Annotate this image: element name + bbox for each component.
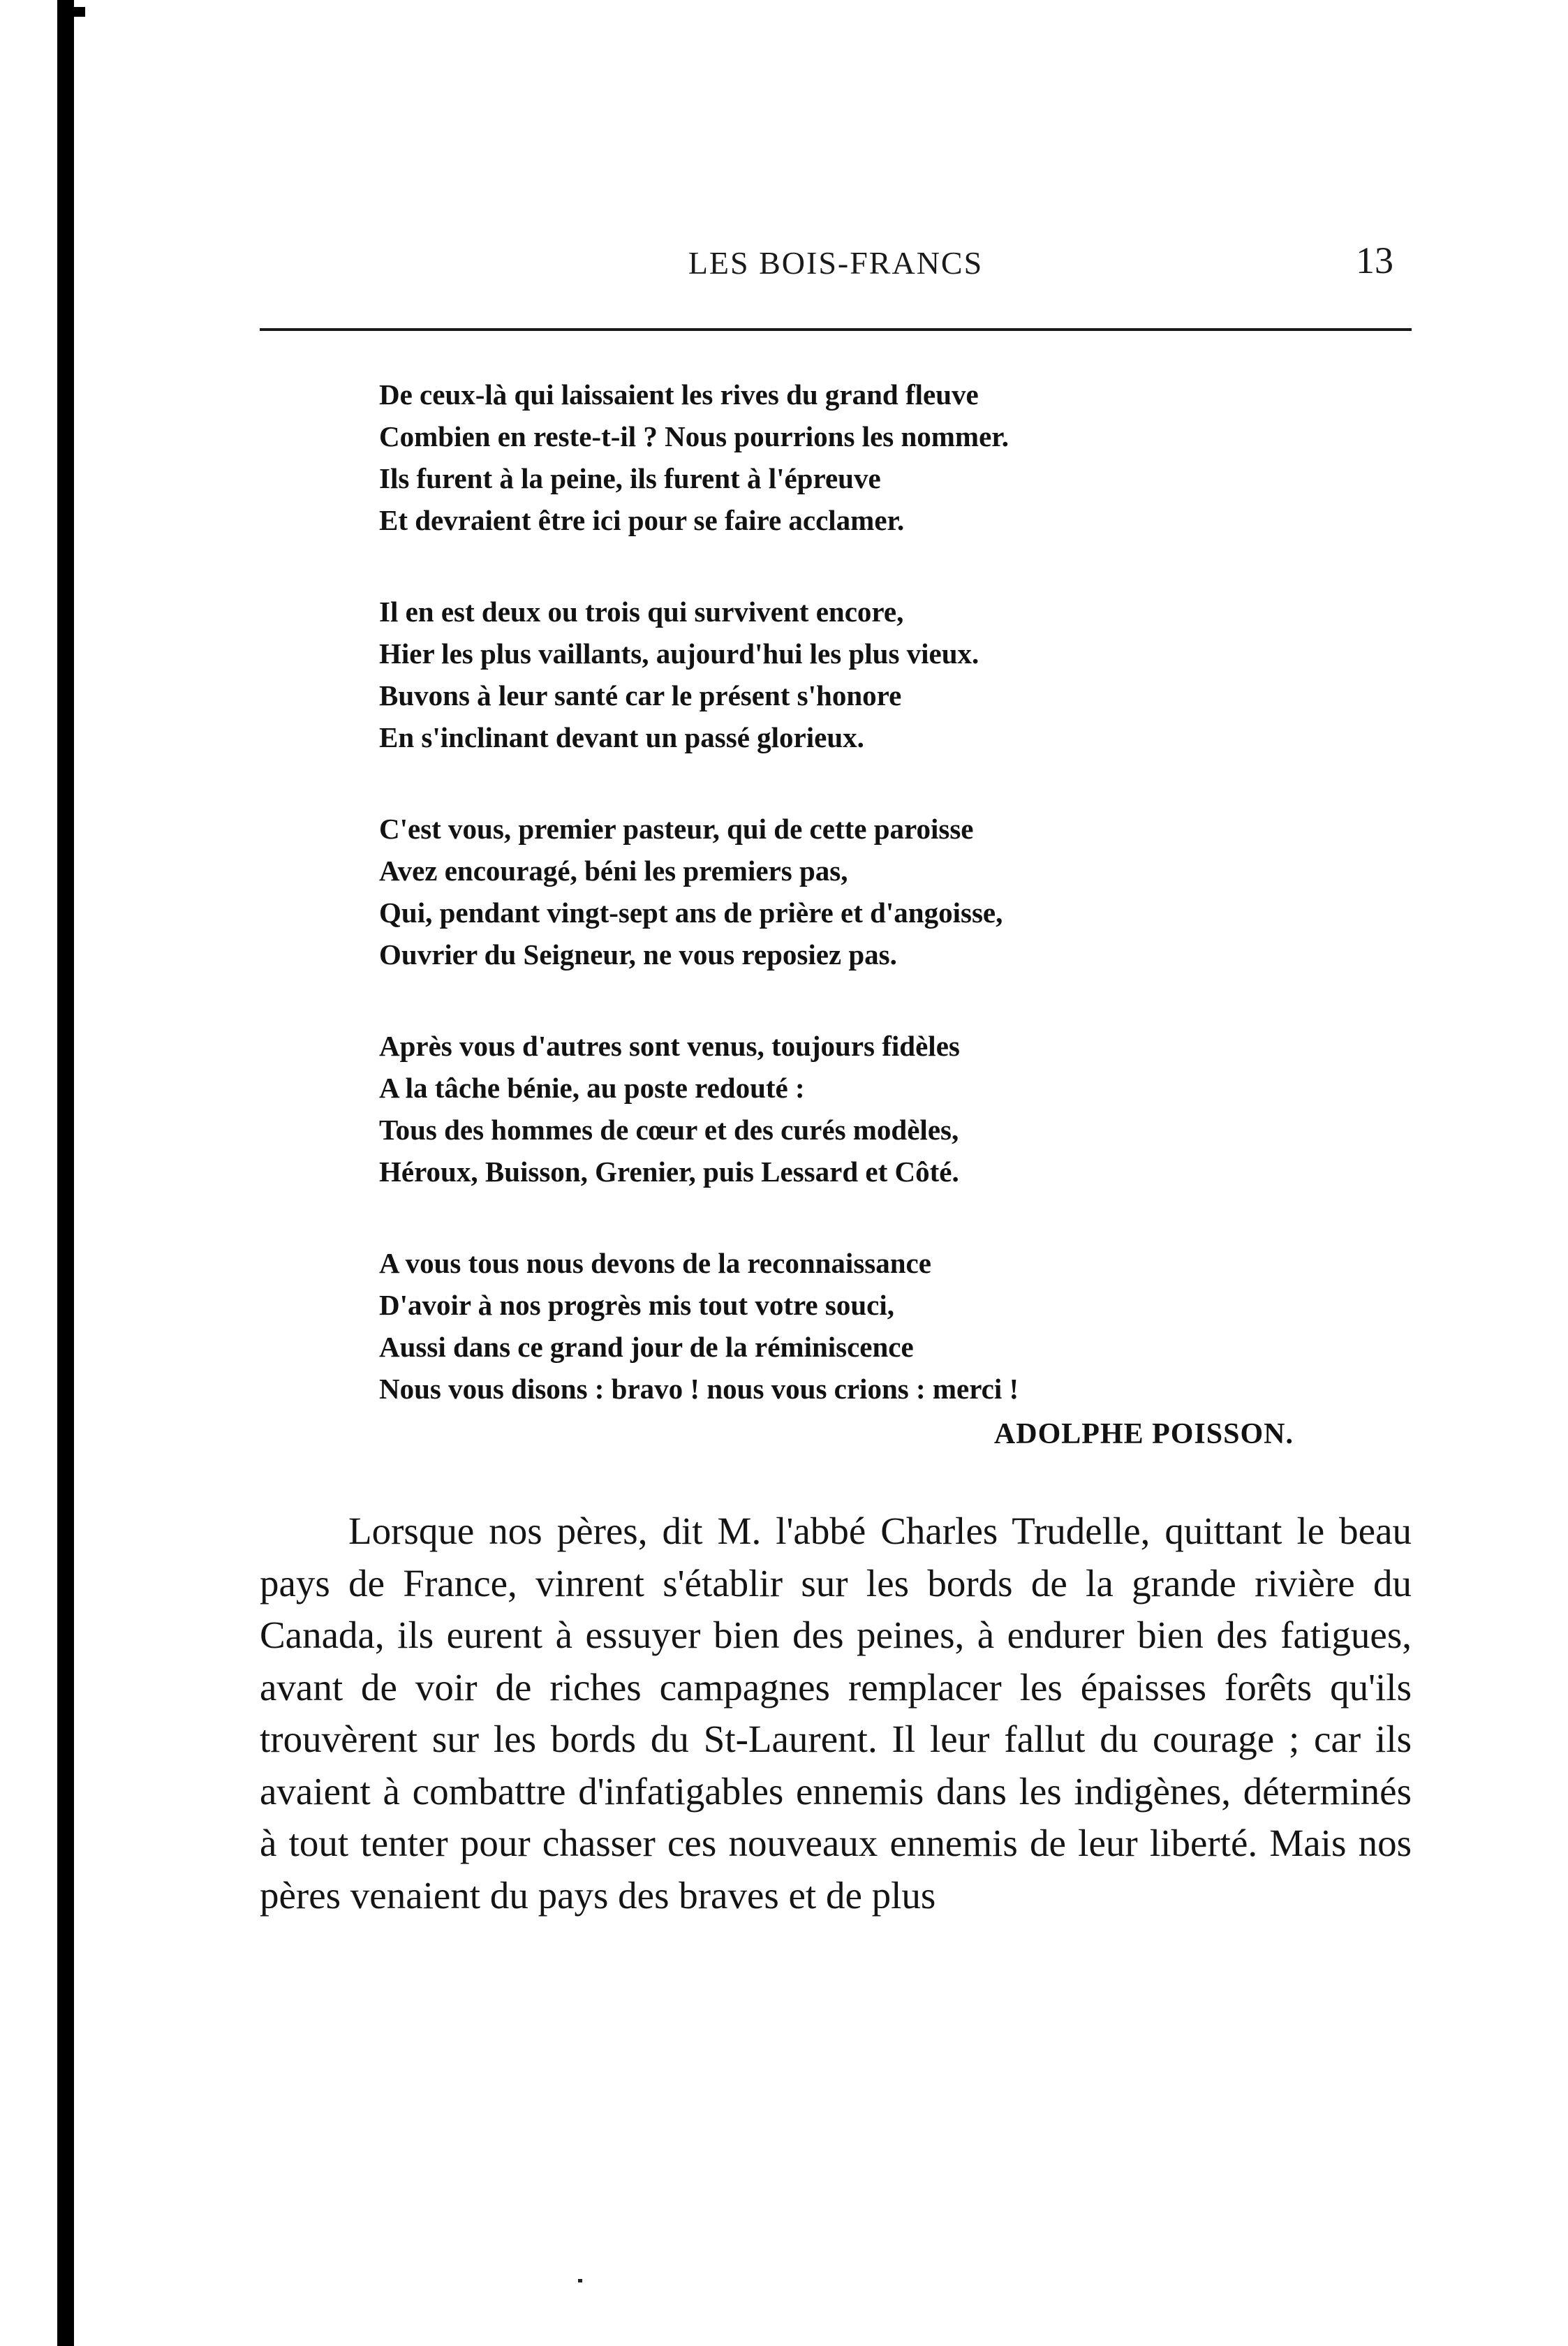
verse-line: Buvons à leur santé car le présent s'honore [379, 679, 902, 711]
verse-line: Hier les plus vaillants, aujourd'hui les plus vieux. [379, 637, 979, 670]
verse-line: Héroux, Buisson, Grenier, puis Lessard et Côté. [379, 1156, 959, 1188]
verse-line: Après vous d'autres sont venus, toujours fidèles [379, 1030, 960, 1062]
spine-notch [57, 7, 85, 17]
poem [379, 374, 1287, 1410]
verse-line: A la tâche bénie, au poste redouté : [379, 1072, 805, 1104]
running-title: LES BOIS-FRANCS [688, 245, 984, 281]
stanza [379, 1242, 1287, 1410]
stanza [379, 374, 1287, 541]
verse-line: Qui, pendant vingt-sept ans de prière et d'angoisse, [379, 897, 1003, 929]
verse-line: Ils furent à la peine, ils furent à l'épreuve [379, 462, 881, 494]
verse-line: Avez encouragé, béni les premiers pas, [379, 855, 848, 887]
verse-line: Tous des hommes de cœur et des curés modèles, [379, 1114, 959, 1146]
header-rule [260, 328, 1412, 331]
verse-line: Il en est deux ou trois qui survivent encore, [379, 596, 904, 628]
verse-line: En s'inclinant devant un passé glorieux. [379, 721, 864, 753]
verse-line: Nous vous disons : bravo ! nous vous crions : merci ! [379, 1373, 1019, 1405]
running-header [260, 232, 1412, 295]
book-spine-shadow [57, 0, 74, 2346]
print-speck [578, 2279, 582, 2282]
stanza [379, 1025, 1287, 1193]
verse-line: C'est vous, premier pasteur, qui de cette paroisse [379, 813, 974, 845]
verse-line: Aussi dans ce grand jour de la réminiscence [379, 1331, 914, 1363]
prose-paragraph: Lorsque nos pères, dit M. l'abbé Charles Trudelle, quittant le beau pays de France, vinrent s'établir sur les bords de la grande rivière du Canada, ils eurent à essuyer bien des peines, à endurer bien des fatigues, avant de voir de riches campagnes remplacer les épaisses forêts qu'ils trouvèrent sur les bords du St-Laurent. Il leur fallut du courage ; car ils avaient à combattre d'infatigables ennemis dans les indigènes, déterminés à tout tenter pour chasser ces nouveaux ennemis de leur liberté. Mais nos pères venaient du pays des braves et de plus [260, 1510, 1412, 1917]
verse-line: De ceux-là qui laissaient les rives du grand fleuve [379, 378, 979, 411]
poem-signature: ADOLPHE POISSON. [993, 1418, 1294, 1450]
verse-line: Ouvrier du Seigneur, ne vous reposiez pas. [379, 938, 897, 971]
verse-line: Combien en reste-t-il ? Nous pourrions les nommer. [379, 420, 1009, 452]
page-number: 13 [1356, 239, 1393, 281]
stanza [379, 591, 1287, 758]
verse-line: Et devraient être ici pour se faire acclamer. [379, 504, 905, 536]
stanza [379, 808, 1287, 975]
verse-line: A vous tous nous devons de la reconnaissance [379, 1247, 931, 1279]
verse-line: D'avoir à nos progrès mis tout votre souci, [379, 1289, 894, 1321]
